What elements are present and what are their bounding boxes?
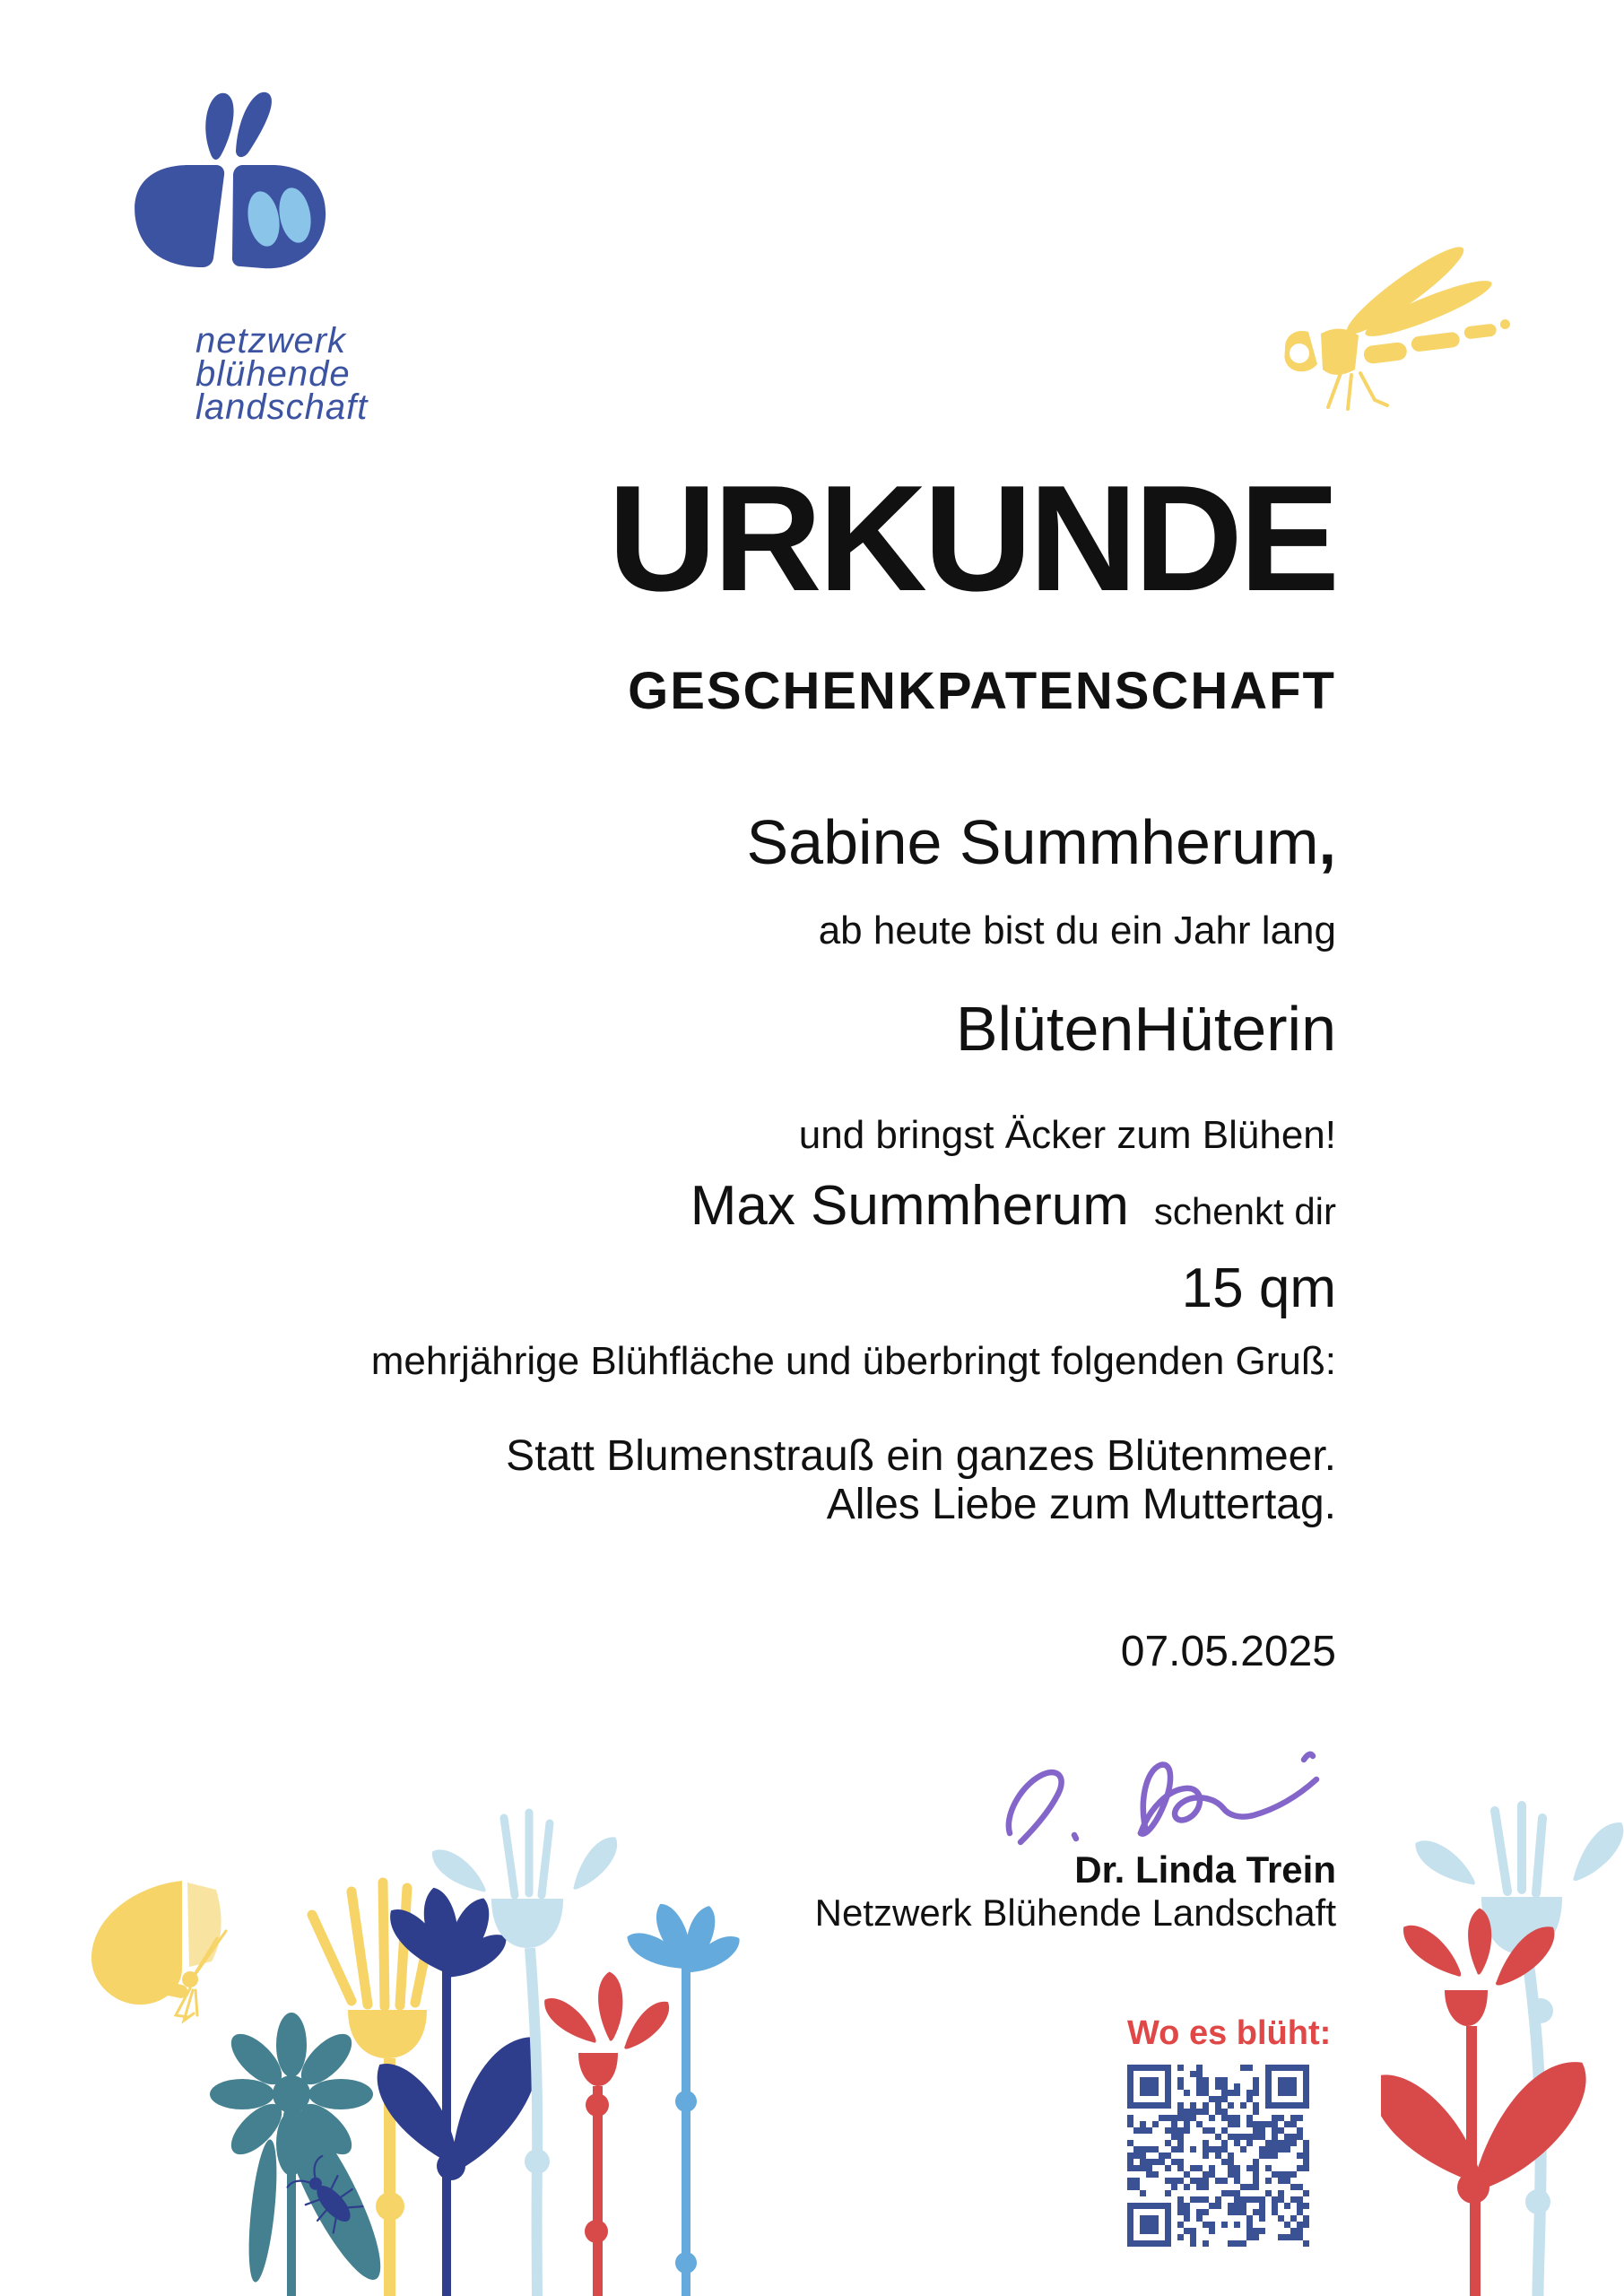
certificate-date: 07.05.2025 (1120, 1628, 1336, 1675)
area-line: mehrjährige Blühfläche und überbringt folgenden Gruß: (370, 1339, 1336, 1383)
greeting-line-1: Statt Blumenstrauß ein ganzes Blütenmeer. (506, 1432, 1336, 1480)
logo-wordmark (195, 321, 369, 427)
flower-meadow-left (54, 1780, 753, 2296)
area-value: 15 qm (1181, 1257, 1336, 1319)
greeting-line-2: Alles Liebe zum Muttertag. (826, 1481, 1336, 1528)
recipient-name-line (746, 807, 1336, 877)
blue-flower (622, 1899, 746, 2296)
donor-name: Max Summherum (690, 1175, 1129, 1237)
role-title: BlütenHüterin (955, 994, 1336, 1064)
intro-line: ab heute bist du ein Jahr lang (818, 909, 1336, 952)
role-line: und bringst Äcker zum Blühen! (798, 1113, 1336, 1157)
qr-label: Wo es blüht: (1127, 2014, 1332, 2052)
donor-action: schenkt dir (1153, 1190, 1336, 1232)
logo-word-3: landschaft (195, 387, 369, 427)
butterfly-icon (91, 1881, 226, 2021)
certificate-subtitle: GESCHENKPATENSCHAFT (628, 662, 1336, 720)
daisy-flower (210, 2013, 396, 2296)
bee-logo-icon (121, 83, 345, 307)
recipient-name: Sabine Summherum (746, 807, 1319, 877)
dragonfly-icon (1278, 230, 1511, 413)
red-flower-large (1381, 1908, 1609, 2296)
donor-line (690, 1175, 1336, 1237)
signer-organization: Netzwerk Blühende Landschaft (814, 1892, 1336, 1934)
certificate-title: URKUNDE (608, 454, 1336, 622)
flower-meadow-right (1381, 1780, 1624, 2296)
logo-word-1: netzwerk (195, 321, 347, 361)
red-flower-small (538, 1971, 677, 2296)
pale-tulip-flower (1409, 1805, 1624, 2296)
signer-name: Dr. Linda Trein (1074, 1848, 1336, 1891)
recipient-name-suffix: , (1318, 807, 1336, 877)
qr-code (1127, 2065, 1309, 2247)
logo-word-2: blühende (195, 354, 351, 394)
